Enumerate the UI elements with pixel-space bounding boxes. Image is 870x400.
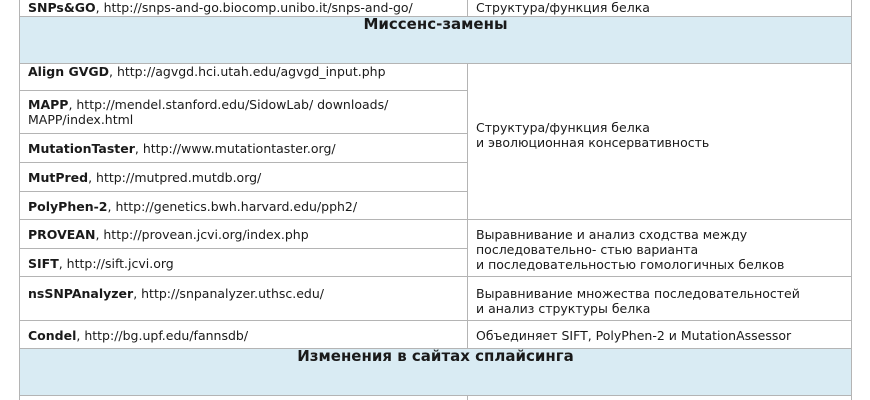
tool-name: Condel <box>28 328 77 343</box>
section-header-row <box>20 349 852 396</box>
tool-url: , http://sift.jcvi.org <box>58 256 174 271</box>
section-header-row <box>20 17 852 64</box>
tool-name: PolyPhen-2 <box>28 199 108 214</box>
description-cell-group2 <box>468 220 852 277</box>
tool-cell <box>20 249 468 277</box>
table-row <box>20 220 852 249</box>
tools-table <box>19 0 852 400</box>
tool-cell <box>20 220 468 249</box>
description-line: и эволюционная консервативность <box>476 134 710 150</box>
tool-url: , http://provean.jcvi.org/index.php <box>95 227 309 242</box>
table-row <box>20 277 852 321</box>
tool-name: MAPP <box>28 97 69 112</box>
tool-url: , http://genetics.bwh.harvard.edu/pph2/ <box>107 199 358 214</box>
tool-name: SIFT <box>28 256 59 271</box>
description-text: Структура/функция белка <box>476 0 650 15</box>
tool-cell <box>20 192 468 220</box>
description-line: и последовательностью гомологичных белков <box>476 257 785 272</box>
description-cell-group1 <box>468 64 852 220</box>
table-row <box>20 64 852 91</box>
tool-cell <box>20 321 468 349</box>
tool-url: , http://mendel.stanford.edu/SidowLab/ downloads/ <box>68 97 389 112</box>
description-line: последовательно- стью варианта <box>476 242 699 257</box>
tool-url: , http://bg.upf.edu/fannsdb/ <box>76 328 249 343</box>
tool-cell <box>20 64 468 91</box>
table-row <box>20 321 852 349</box>
description-line: Структура/функция белка <box>476 119 650 135</box>
tool-cell <box>20 396 468 400</box>
tool-url: , http://www.mutationtaster.org/ <box>134 141 336 156</box>
description-cell <box>468 277 852 321</box>
tool-name: PROVEAN <box>28 227 96 242</box>
tool-cell <box>20 277 468 321</box>
tool-name: MutationTaster <box>28 141 135 156</box>
tool-url-continued: MAPP/index.html <box>28 112 134 127</box>
tool-name: nsSNPAnalyzer <box>28 286 134 301</box>
description-cell <box>468 321 852 349</box>
description-cell <box>468 0 852 17</box>
description-line: Выравнивание и анализ сходства между <box>476 227 748 242</box>
tool-url: , http://snpanalyzer.uthsc.edu/ <box>133 286 324 301</box>
section-title-missense: Миссенс-замены <box>20 17 852 64</box>
section-title-splicing: Изменения в сайтах сплайсинга <box>20 349 852 396</box>
tool-cell <box>20 163 468 192</box>
description-text: Объединяет SIFT, PolyPhen-2 и MutationAssessor <box>476 328 792 343</box>
description-cell <box>468 396 852 400</box>
tool-url: , http://snps-and-go.biocomp.unibo.it/snps-and-go/ <box>95 0 413 15</box>
tool-cell <box>20 134 468 163</box>
description-line: Выравнивание множества последовательностей <box>476 286 800 301</box>
table-row <box>20 396 852 400</box>
description-line: и анализ структуры белка <box>476 301 651 316</box>
tool-url: , http://mutpred.mutdb.org/ <box>88 170 262 185</box>
tool-url: , http://agvgd.hci.utah.edu/agvgd_input.php <box>109 64 386 79</box>
tool-name: MutPred <box>28 170 89 185</box>
tool-name: SNPs&GO <box>28 0 96 15</box>
tool-cell <box>20 91 468 134</box>
tool-name: Align GVGD <box>28 64 110 79</box>
